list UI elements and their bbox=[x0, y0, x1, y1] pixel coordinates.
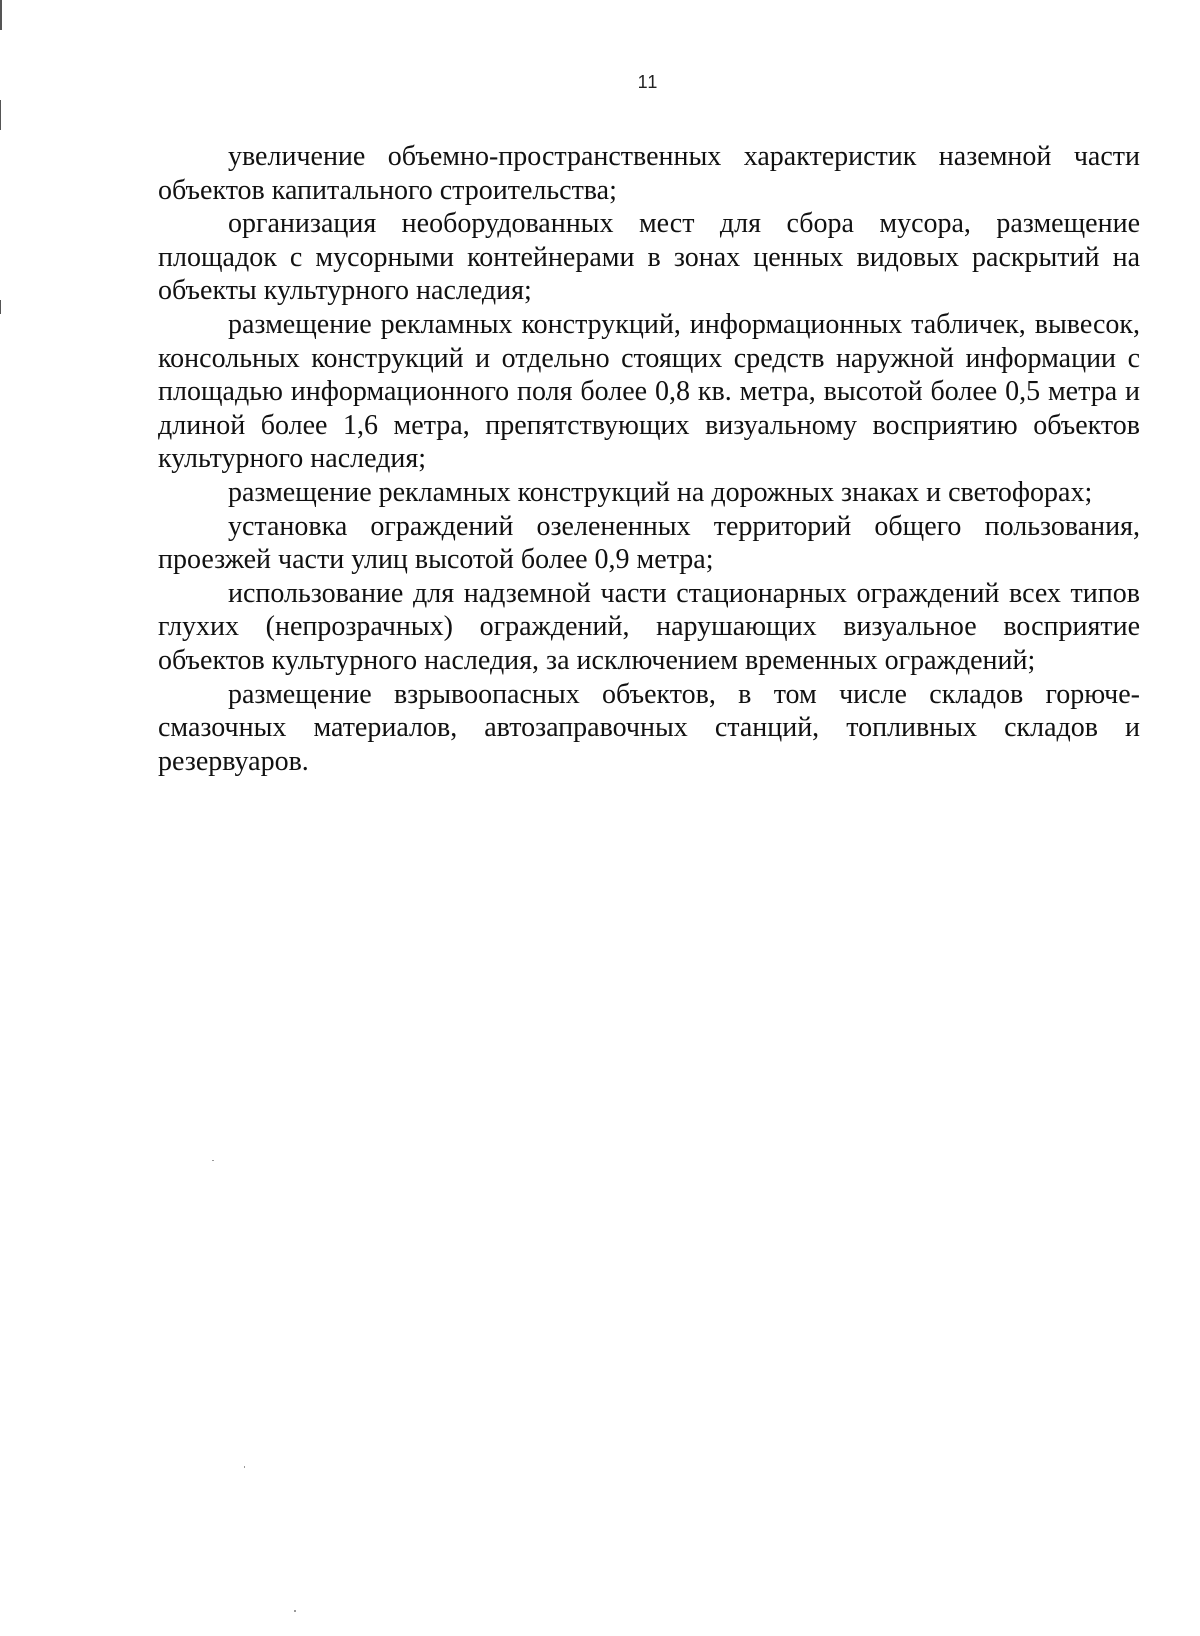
paragraph: использование для надземной части стационарных ограждений всех типов глухих (непрозрачных) ограждений, нарушающих визуальное восприятие объектов культурного наследия, за исключением временных ограждений; bbox=[158, 577, 1140, 676]
page-number: 11 bbox=[637, 72, 659, 92]
scan-edge-mark bbox=[0, 300, 1, 314]
scan-edge-mark bbox=[0, 0, 2, 30]
scan-speck bbox=[212, 1160, 214, 1161]
scan-speck bbox=[244, 1466, 245, 1468]
paragraph: установка ограждений озелененных территорий общего пользования, проезжей части улиц высотой более 0,9 метра; bbox=[158, 510, 1140, 576]
scan-edge-mark bbox=[0, 100, 1, 130]
paragraph: организация необорудованных мест для сбора мусора, размещение площадок с мусорными контейнерами в зонах ценных видовых раскрытий на объекты культурного наследия; bbox=[158, 208, 1140, 307]
paragraph: размещение рекламных конструкций на дорожных знаках и светофорах; bbox=[228, 476, 1093, 508]
document-body bbox=[158, 140, 1140, 778]
paragraph: размещение взрывоопасных объектов, в том числе складов горюче-смазочных материалов, автозаправочных станций, топливных складов и резервуаров. bbox=[158, 678, 1140, 777]
paragraph: увеличение объемно-пространственных характеристик наземной части объектов капитального строительства; bbox=[158, 141, 1140, 206]
scan-speck bbox=[294, 1610, 296, 1612]
paragraph: размещение рекламных конструкций, информационных табличек, вывесок, консольных конструкций и отдельно стоящих средств наружной информации с площадью информационного поля более 0,8 кв. метра, высотой более 0,5 метра и длиной более 1,6 метра, препятствующих визуальному восприятию объектов культурного наследия; bbox=[158, 308, 1140, 475]
